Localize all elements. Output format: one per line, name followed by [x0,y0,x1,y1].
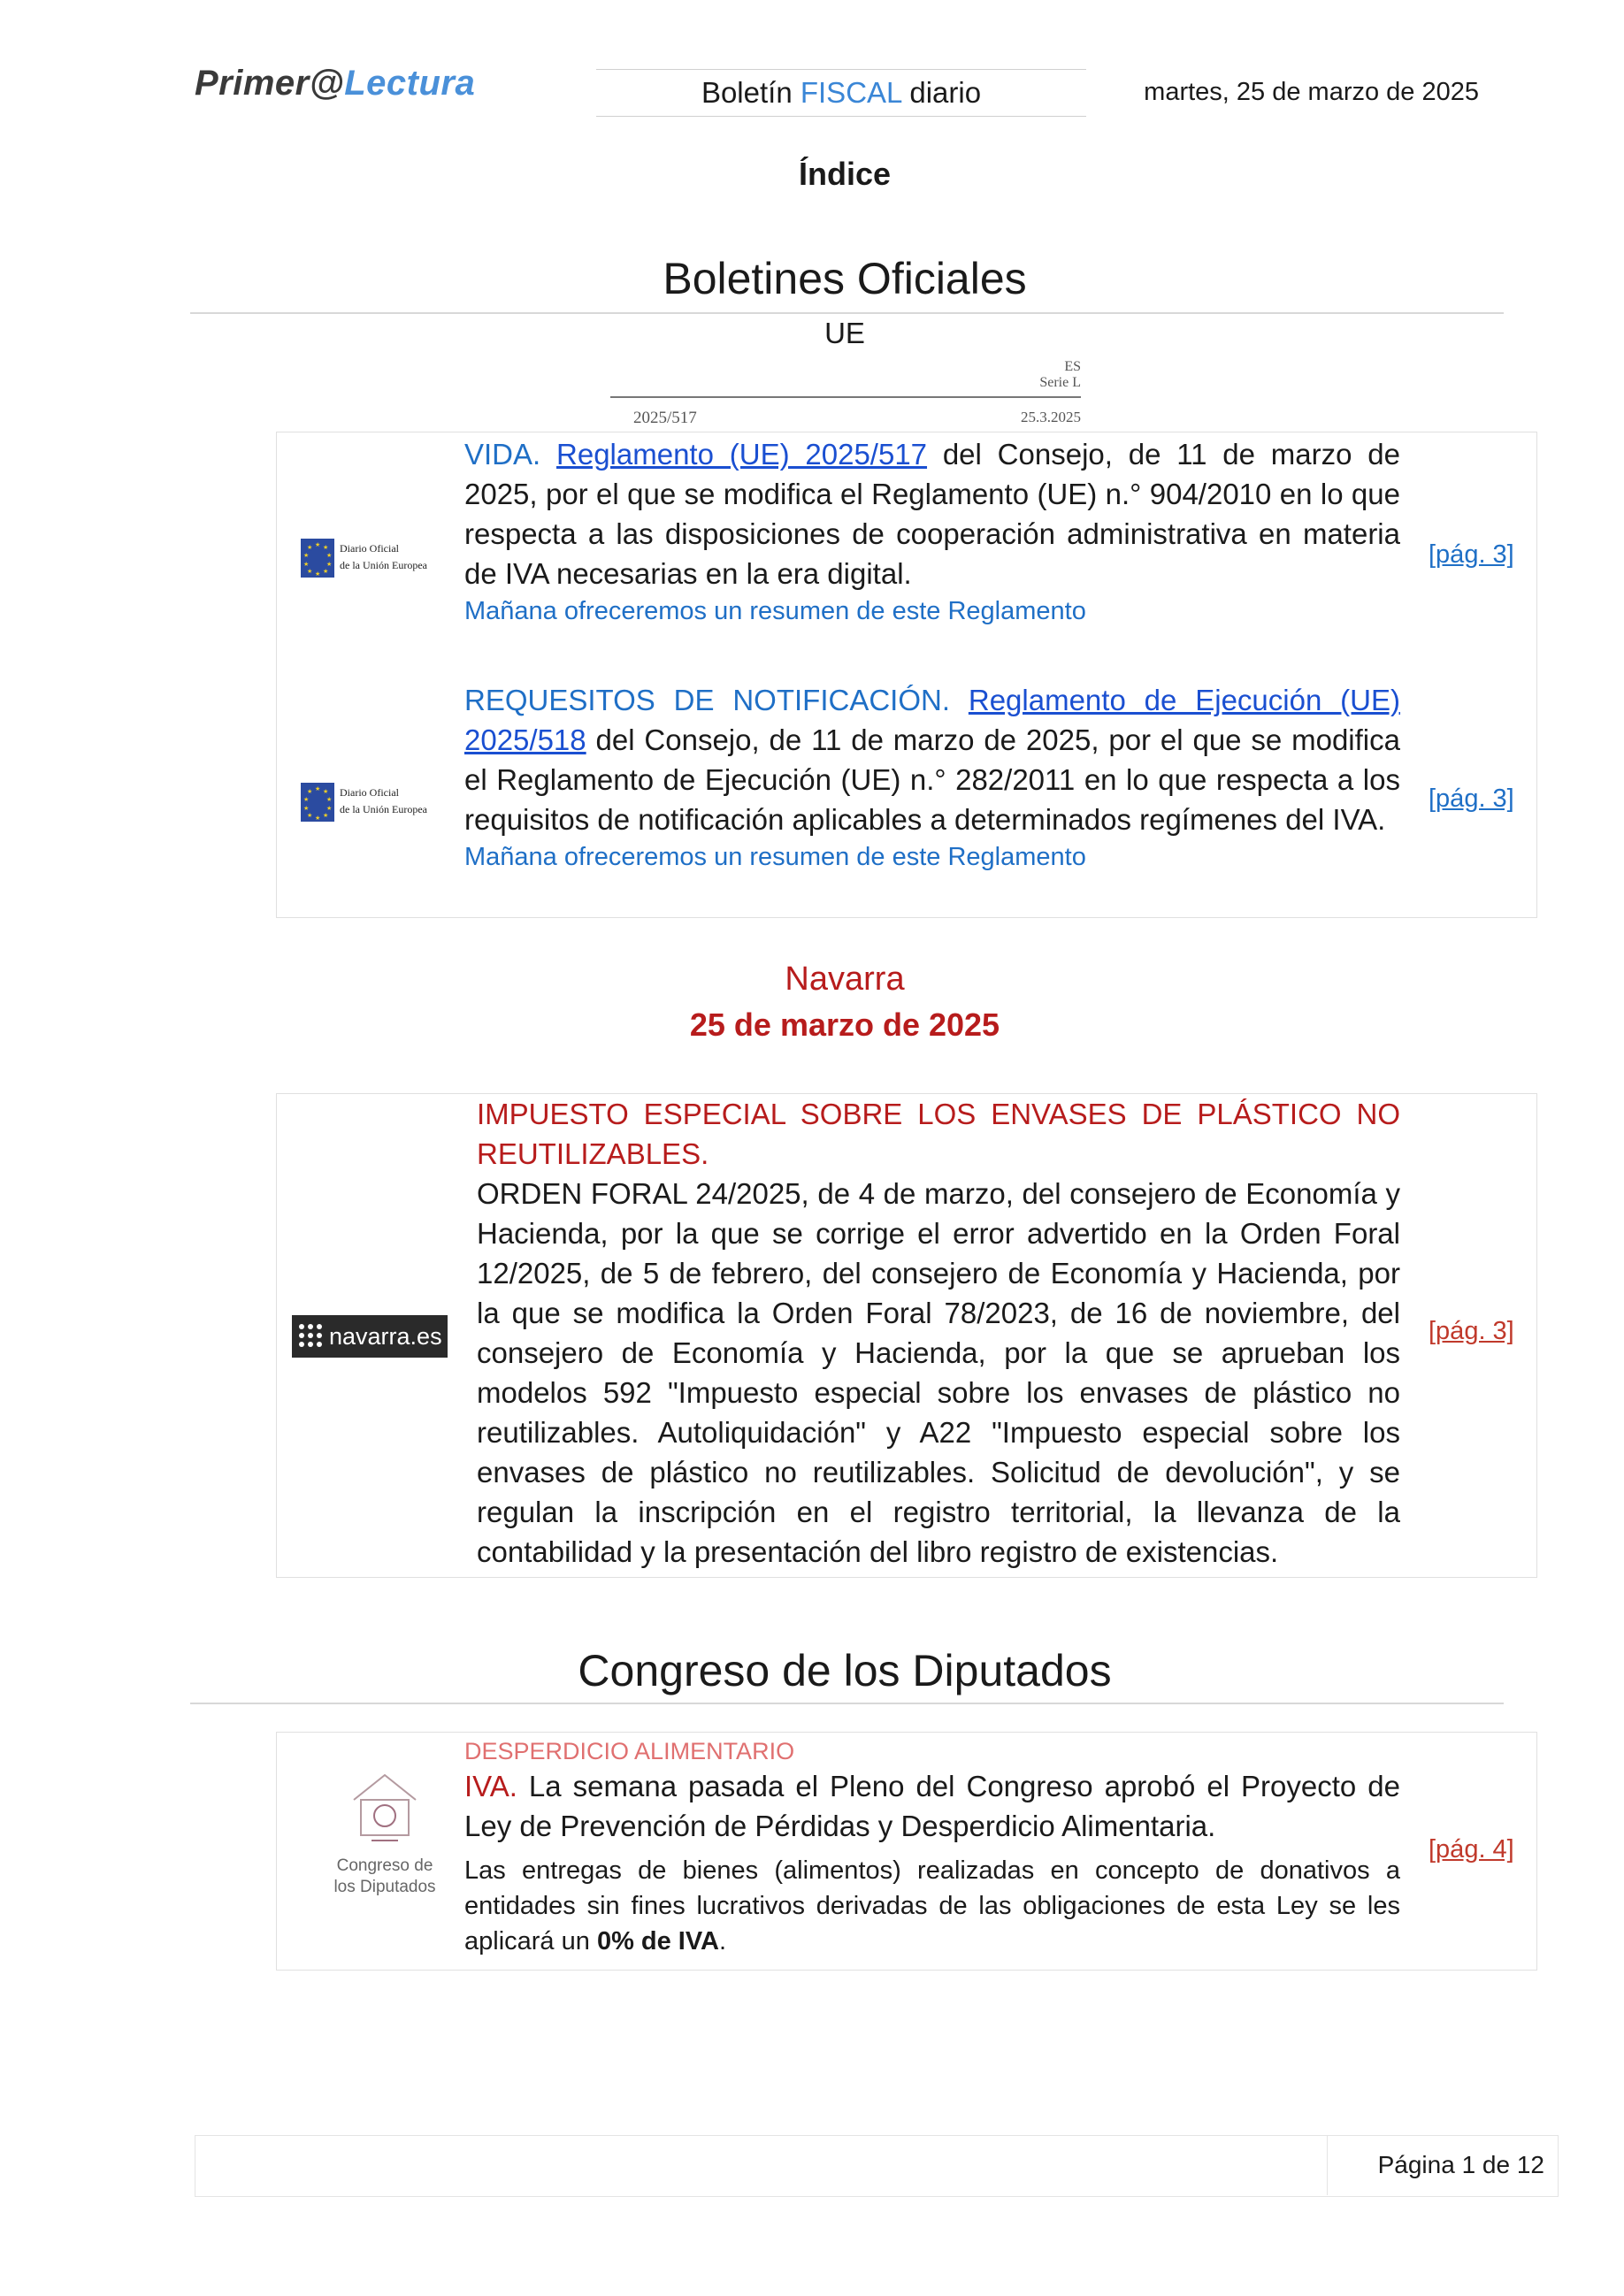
oj-number: 2025/517 [633,409,697,427]
section-divider [190,1703,1504,1704]
oj-header-strip [610,354,1081,432]
ue-entry-2-note: Mañana ofreceremos un resumen de este Reglamento [464,843,1086,871]
ue-entry-1-note: Mañana ofreceremos un resumen de este Reglamento [464,597,1086,625]
page-ref-link[interactable]: [pág. 4] [1429,1835,1514,1864]
oj-strip-meta [1039,359,1081,391]
doue-logo-text [340,540,427,574]
page-ref-link[interactable]: [pág. 3] [1429,1317,1514,1345]
doue-logo-text [340,784,427,818]
regulation-link[interactable]: Reglamento (UE) 2025/517 [556,438,928,471]
index-title: Índice [798,156,892,192]
oj-strip-line [610,396,1081,398]
congreso-entry-box [276,1732,1537,1971]
doue-line1: Diario Oficial [340,786,399,799]
doue-logo [301,781,427,823]
bulletin-fiscal: FISCAL [800,76,902,109]
navarra-text: ORDEN FORAL 24/2025, de 4 de marzo, del consejero de Economía y Hacienda, por la que se corrige el error advertido en la Orden Foral 12/2025, de 5 de febrero, del consejero de Economía y Hacienda, por la que se modifica la Orden Foral 78/2023, de 16 de noviembre, del consejero de Economía y Hacienda, por la que se aprueban los modelos 592 "Impuesto especial sobre los envases de plástico no reutilizables. Autoliquidación" y A22 "Impuesto especial sobre los envases de plástico no reutilizables. Solicitud de devolución", y se regulan la inscripción en el registro territorial, la llevanza de la contabilidad y la presentación del libro registro de existencias. [477,1177,1400,1568]
entry-topic: REQUESITOS DE NOTIFICACIÓN. [464,684,950,716]
ue-entry-2 [464,680,1400,839]
detail-post: . [719,1927,727,1955]
section-title-navarra: Navarra [785,960,905,998]
ue-entries-box [276,432,1537,918]
page-ref-link[interactable]: [pág. 3] [1429,540,1514,569]
grid-dots-icon [299,1324,324,1349]
header-date: martes, 25 de marzo de 2025 [1144,78,1479,106]
congreso-emblem-icon [336,1764,433,1849]
navarra-date: 25 de marzo de 2025 [689,1006,1000,1043]
page-number: Página 1 de 12 [1377,2151,1544,2178]
logo-part1: Primer@ [195,64,345,103]
bulletin-pre: Boletín [701,76,801,109]
section-divider [190,312,1504,314]
bulletin-post: diario [901,76,982,109]
oj-date: 25.3.2025 [1021,409,1081,425]
brand-logo [195,64,475,103]
navarra-entry [477,1094,1400,1572]
page-ref-link[interactable]: [pág. 3] [1429,784,1514,813]
doue-logo [301,537,427,579]
doue-line2: de la Unión Europea [340,559,427,571]
congreso-text: La semana pasada el Pleno del Congreso aprobó el Proyecto de Ley de Prevención de Pérdidas y Desperdicio Alimentaria. [464,1770,1400,1842]
congreso-logo-line2: los Diputados [333,1878,436,1896]
detail-bold: 0% de IVA [596,1927,719,1955]
section-title-boletines: Boletines Oficiales [663,254,1027,303]
eu-flag-icon: ★ ★ ★ ★ ★ ★ ★ ★ ★ ★ [301,783,334,822]
oj-serie: Serie L [1039,375,1081,390]
congreso-topic: IVA. [464,1770,517,1802]
doue-line1: Diario Oficial [340,542,399,555]
detail-pre: Las entregas de bienes (alimentos) realizadas en concepto de donativos a entidades sin fines lucrativos derivadas de las obligaciones de esta Ley se les aplicará un [464,1856,1400,1955]
navarra-topic: IMPUESTO ESPECIAL SOBRE LOS ENVASES DE PLÁSTICO NO REUTILIZABLES. [477,1098,1400,1170]
entry-topic: VIDA. [464,438,541,471]
doue-line2: de la Unión Europea [340,803,427,815]
congreso-headline [464,1766,1400,1846]
entry-text: del Consejo, de 11 de marzo de 2025, por el que se modifica el Reglamento de Ejecución (UE) n.° 282/2011 en lo que respecta a los requisitos de notificación aplicables a determinados regímenes del IVA. [464,723,1400,836]
oj-lang: ES [1064,359,1081,374]
bulletin-title [596,69,1086,117]
section-title-congreso: Congreso de los Diputados [578,1646,1112,1695]
eu-flag-icon: ★ ★ ★ ★ ★ ★ ★ ★ ★ ★ [301,539,334,578]
navarra-logo-text: navarra.es [329,1323,442,1350]
logo-part2: Lectura [344,64,476,103]
congreso-logo-line1: Congreso de [336,1856,433,1875]
subsection-ue: UE [824,317,865,349]
navarra-entry-box [276,1093,1537,1578]
congreso-logo [323,1764,447,1898]
regulation-link[interactable]: Reglamento de Ejecución (UE) 2025/518 [464,684,1400,756]
congreso-entry [464,1736,1400,1959]
congreso-detail [464,1853,1400,1959]
navarra-logo [292,1315,448,1358]
ue-entry-1 [464,434,1400,593]
entry-text: del Consejo, de 11 de marzo de 2025, por el que se modifica el Reglamento (UE) n.° 904/2010 en lo que respecta a las disposiciones de cooperación administrativa en materia de IVA necesarias en la era digital. [464,438,1400,590]
congreso-category: DESPERDICIO ALIMENTARIO [464,1738,795,1764]
